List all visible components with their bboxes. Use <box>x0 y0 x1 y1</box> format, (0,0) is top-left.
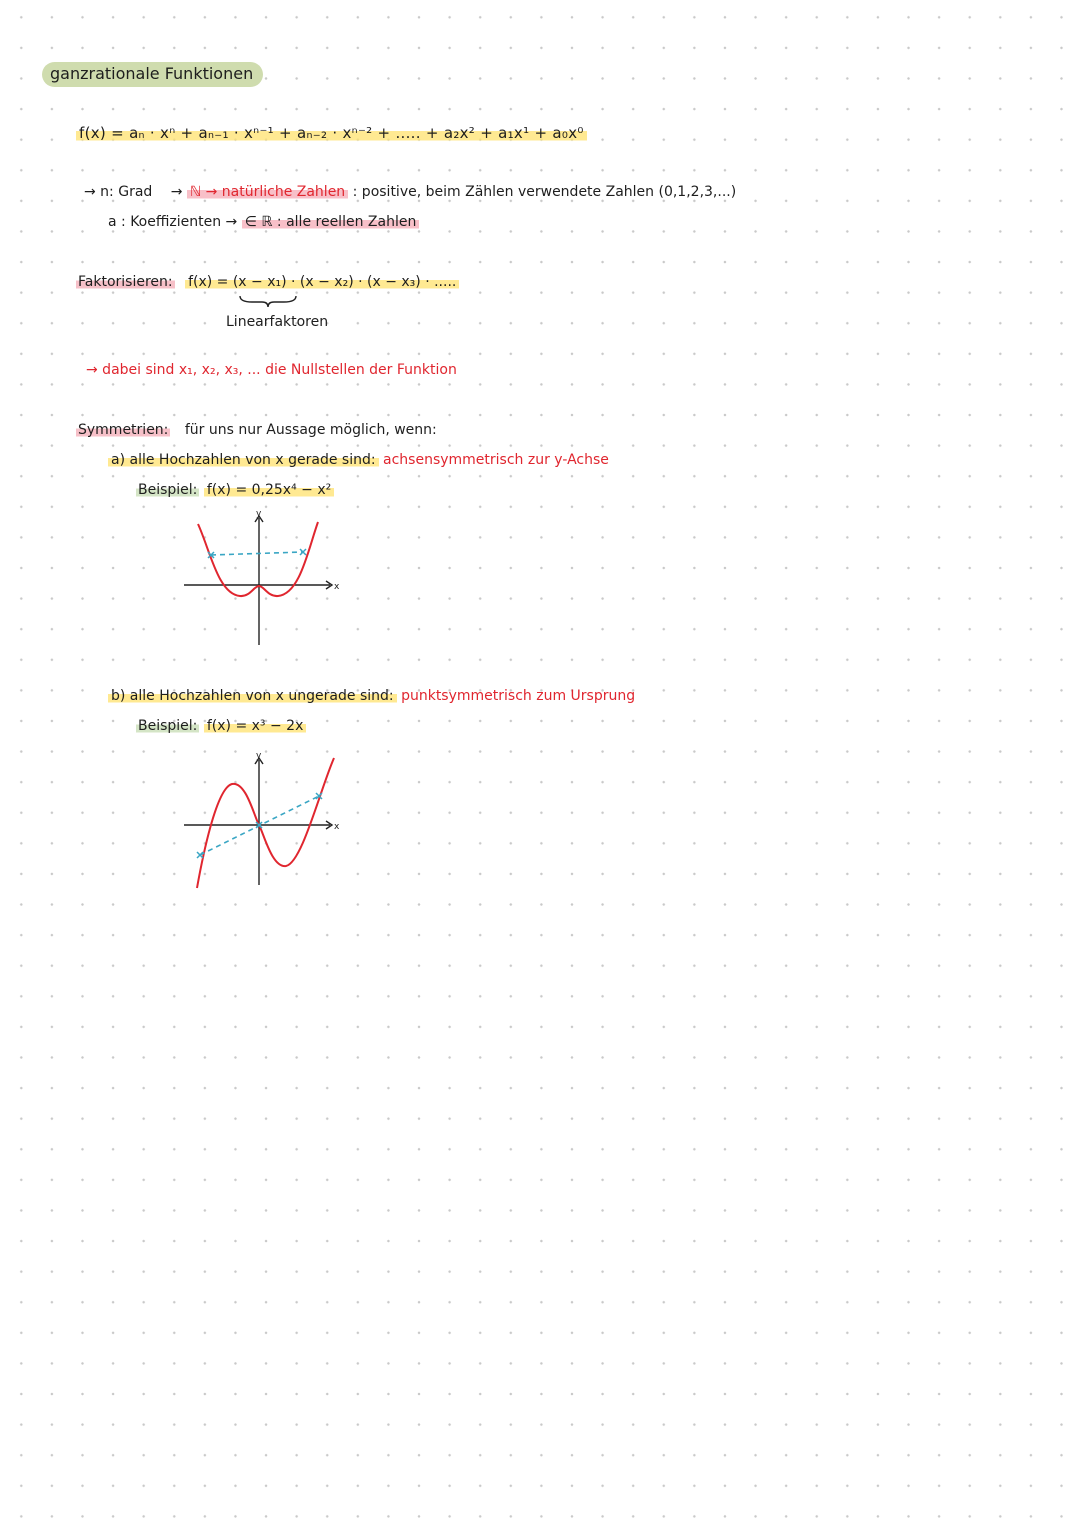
brace-label: Linearfaktoren <box>226 314 329 330</box>
symmetry-label: Symmetrien: <box>78 422 169 438</box>
curly-brace-icon <box>238 294 298 308</box>
symmetry-dashed-line <box>211 552 303 555</box>
case-a-example-formula: f(x) = 0,25x⁴ − x² <box>204 482 334 498</box>
case-b-example-formula: f(x) = x³ − 2x <box>204 718 307 734</box>
case-a-result: achsensymmetrisch zur y-Achse <box>383 452 609 468</box>
mark-right-icon <box>300 549 306 555</box>
factoring-formula: f(x) = (x − x₁) · (x − x₂) · (x − x₃) · ..... <box>185 274 459 290</box>
mark-left-icon <box>197 852 203 858</box>
case-a-line <box>108 452 609 468</box>
coefficient-prefix: a : Koeffizienten → <box>108 214 238 230</box>
case-b-example <box>136 718 306 734</box>
factoring-label: Faktorisieren: <box>78 274 173 290</box>
page-title: ganzrationale Funktionen <box>42 62 263 87</box>
y-axis-label: y <box>256 751 262 761</box>
factoring-line <box>76 274 459 290</box>
symmetry-intro: für uns nur Aussage möglich, wenn: <box>184 422 437 438</box>
x-axis-label: x <box>334 822 340 832</box>
graph-axis-symmetric <box>180 510 360 650</box>
degree-definition <box>84 184 736 200</box>
case-b-condition: b) alle Hochzahlen von x ungerade sind: <box>108 688 397 704</box>
case-a-example <box>136 482 334 498</box>
case-a-condition: a) alle Hochzahlen von x gerade sind: <box>108 452 379 468</box>
zeros-note: → dabei sind x₁, x₂, x₃, ... die Nullstellen der Funktion <box>86 362 457 378</box>
coefficient-set: ∈ ℝ : alle reellen Zahlen <box>242 214 420 230</box>
degree-set: ℕ → natürliche Zahlen <box>187 184 348 200</box>
degree-prefix: → n: Grad <box>84 184 153 200</box>
degree-description: : positive, beim Zählen verwendete Zahlen (0,1,2,3,...) <box>352 184 737 200</box>
symmetry-line <box>76 422 437 438</box>
case-b-line <box>108 688 635 704</box>
graph-point-symmetric <box>180 750 360 900</box>
case-b-example-label: Beispiel: <box>138 718 198 734</box>
y-axis-label: y <box>256 509 262 519</box>
general-form-formula: f(x) = aₙ · xⁿ + aₙ₋₁ · xⁿ⁻¹ + aₙ₋₂ · xⁿ⁻² + ..... + a₂x² + a₁x¹ + a₀x⁰ <box>76 124 587 142</box>
coefficient-definition <box>108 214 419 230</box>
arrow-icon: → <box>170 184 183 200</box>
case-a-example-label: Beispiel: <box>138 482 198 498</box>
x-axis-label: x <box>334 582 340 592</box>
case-b-result: punktsymmetrisch zum Ursprung <box>401 688 636 704</box>
